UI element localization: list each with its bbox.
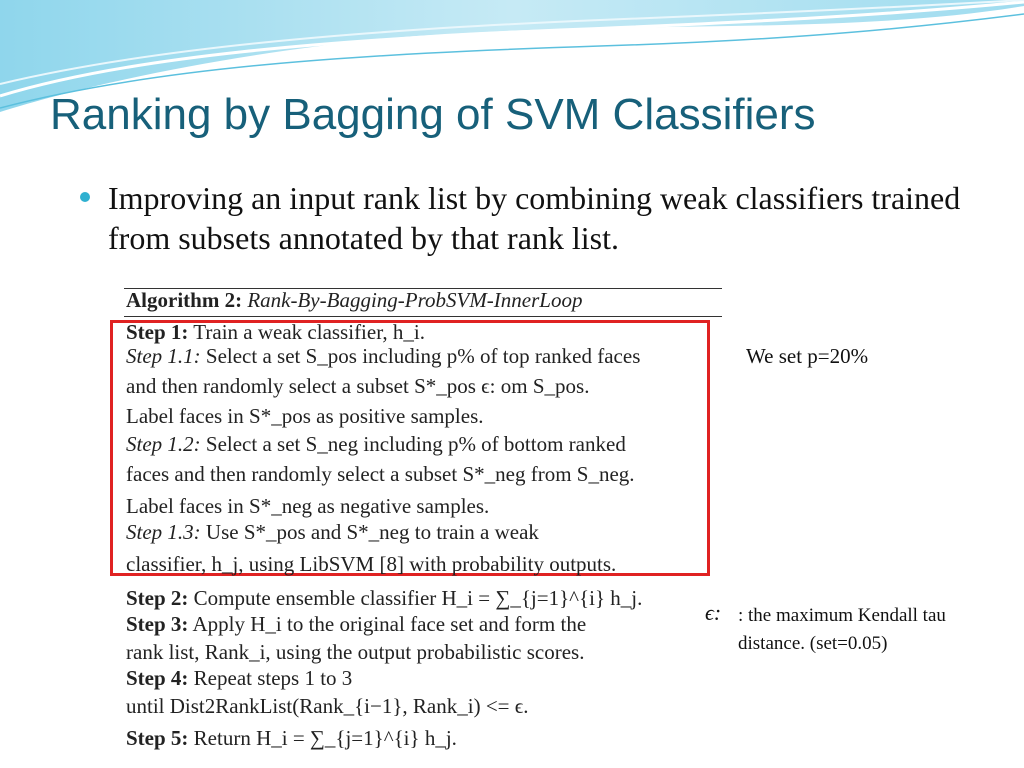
bullet-text: Improving an input rank list by combining weak classifiers trained from subsets annotated by that rank list.	[108, 180, 961, 256]
algorithm-title	[126, 288, 582, 313]
step11-line1: Step 1.1: Select a set S_pos including p% of top ranked faces	[126, 344, 641, 368]
step1-line: Step 1: Train a weak classifier, h_i.	[126, 320, 425, 344]
title-rule	[124, 316, 722, 317]
slide-title: Ranking by Bagging of SVM Classifiers	[50, 90, 816, 139]
step5-line: Step 5: Return H_i = ∑_{j=1}^{i} h_j.	[126, 726, 457, 750]
step4-line2: until Dist2RankList(Rank_{i−1}, Rank_i) <= ϵ.	[126, 694, 529, 718]
step11-line3: Label faces in S*_pos as positive samples.	[126, 404, 484, 428]
algorithm-name: Rank-By-Bagging-ProbSVM-InnerLoop	[247, 288, 583, 312]
algorithm-box	[96, 272, 728, 768]
step11-line2: and then randomly select a subset S*_pos ϵ: om S_pos.	[126, 374, 590, 398]
step13-line2: classifier, h_j, using LibSVM [8] with probability outputs.	[126, 552, 617, 576]
step12-line2: faces and then randomly select a subset S*_neg from S_neg.	[126, 462, 635, 486]
step4-line1: Step 4: Repeat steps 1 to 3	[126, 666, 353, 690]
step2-line: Step 2: Compute ensemble classifier H_i = ∑_{j=1}^{i} h_j.	[126, 586, 643, 610]
step12-line1: Step 1.2: Select a set S_neg including p% of bottom ranked	[126, 432, 626, 456]
step13-line1: Step 1.3: Use S*_pos and S*_neg to train a weak	[126, 520, 539, 544]
epsilon-note: : the maximum Kendall tau distance. (set=0.05)	[738, 605, 946, 654]
bullet-icon	[80, 192, 90, 202]
p-value-note: We set p=20%	[746, 344, 869, 368]
step3-line1: Step 3: Apply H_i to the original face set and form the	[126, 612, 587, 636]
step12-line3: Label faces in S*_neg as negative samples.	[126, 494, 490, 518]
epsilon-symbol: ϵ:	[705, 600, 722, 625]
algorithm-label: Algorithm 2:	[126, 288, 243, 312]
step3-line2: rank list, Rank_i, using the output probabilistic scores.	[126, 640, 585, 664]
